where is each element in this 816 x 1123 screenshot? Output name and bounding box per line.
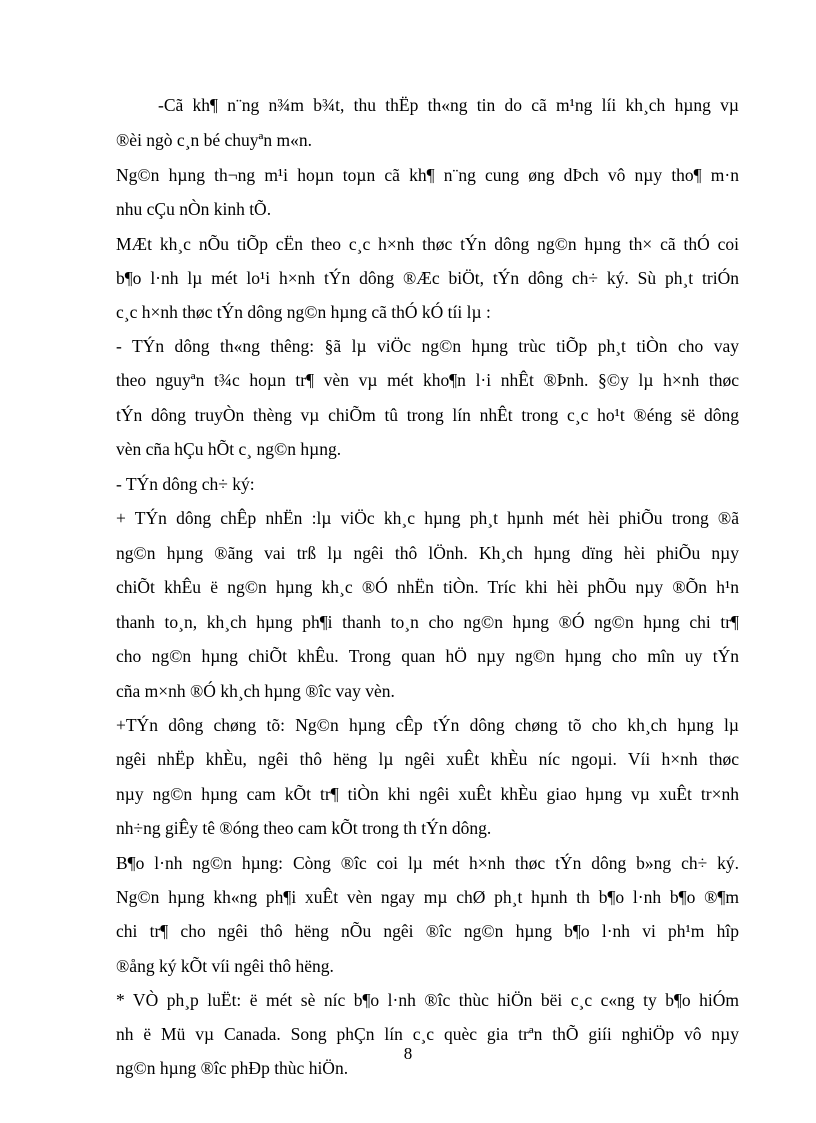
text-line: + TÝn dông chÊp nhËn :lµ viÖc kh¸c hµng ph¸t hµnh mét hèi phiÕu trong ®ã — [116, 508, 739, 528]
text-line: * VÒ ph¸p luËt: ë mét sè níc b¶o l·nh ®îc thùc hiÖn bëi c¸c c«ng ty b¶o hiÓm — [116, 990, 739, 1010]
text-line: nµy ng©n hµng cam kÕt tr¶ tiÒn khi ngêi xuÊt khÈu giao hµng vµ xuÊt tr×nh — [116, 784, 739, 804]
text-line: Ng©n hµng kh«ng ph¶i xuÊt vèn ngay mµ chØ ph¸t hµnh th b¶o l·nh b¶o ®¶m — [116, 887, 739, 907]
text-line: - TÝn dông th«ng thêng: §ã lµ viÖc ng©n hµng trùc tiÕp ph¸t tiÒn cho vay — [116, 336, 739, 356]
text-line: nh÷ng giÊy tê ®óng theo cam kÕt trong th tÝn dông. — [116, 818, 492, 838]
text-line: chiÕt khÊu ë ng©n hµng kh¸c ®Ó nhËn tiÒn. Tríc khi hèi phÕu nµy ®Õn h¹n — [116, 577, 739, 597]
text-line: ®èi ngò c¸n bé chuyªn m«n. — [116, 130, 312, 150]
text-line: tÝn dông truyÒn thèng vµ chiÕm tû trong lín nhÊt trong c¸c ho¹t ®éng së dông — [116, 405, 739, 425]
text-line: - TÝn dông ch÷ ký: — [116, 474, 255, 494]
text-line: ng©n hµng ®ãng vai trß lµ ngêi thô lÖnh. Kh¸ch hµng dïng hèi phiÕu nµy — [116, 543, 739, 563]
text-line: nh ë Mü vµ Canada. Song phÇn lín c¸c quèc gia trªn thÕ giíi nghiÖp vô nµy — [116, 1024, 739, 1044]
text-line: Ng©n hµng th¬ng m¹i hoµn toµn cã kh¶ n¨ng cung øng dÞch vô nµy tho¶ m·n — [116, 165, 739, 185]
text-line: nhu cÇu nÒn kinh tÕ. — [116, 199, 272, 219]
text-line: ng©n hµng ®îc phÐp thùc hiÖn. — [116, 1058, 349, 1078]
text-line: MÆt kh¸c nÕu tiÕp cËn theo c¸c h×nh thøc tÝn dông ng©n hµng th× cã thÓ coi — [116, 234, 739, 254]
text-line: cña m×nh ®Ó kh¸ch hµng ®îc vay vèn. — [116, 681, 395, 701]
text-line: ngêi nhËp khÈu, ngêi thô hëng lµ ngêi xuÊt khÈu níc ngoµi. Víi h×nh thøc — [116, 749, 739, 769]
text-line: B¶o l·nh ng©n hµng: Còng ®îc coi lµ mét h×nh thøc tÝn dông b»ng ch÷ ký. — [116, 853, 739, 873]
text-line: cho ng©n hµng chiÕt khÊu. Trong quan hÖ nµy ng©n hµng cho mîn uy tÝn — [116, 646, 739, 666]
text-line: c¸c h×nh thøc tÝn dông ng©n hµng cã thÓ kÓ tíi lµ : — [116, 302, 491, 322]
text-line: theo nguyªn t¾c hoµn tr¶ vèn vµ mét kho¶n l·i nhÊt ®Þnh. §©y lµ h×nh thøc — [116, 370, 739, 390]
text-line: vèn cña hÇu hÕt c¸ ng©n hµng. — [116, 439, 342, 459]
text-line: chi tr¶ cho ngêi thô hëng nÕu ngêi ®îc ng©n hµng b¶o l·nh vi ph¹m hîp — [116, 921, 739, 941]
text-line: thanh to¸n, kh¸ch hµng ph¶i thanh to¸n cho ng©n hµng ®Ó ng©n hµng chi tr¶ — [116, 612, 739, 632]
page-number: 8 — [403, 1044, 413, 1063]
text-line: ®ång ký kÕt víi ngêi thô hëng. — [116, 956, 334, 976]
text-line: +TÝn dông chøng tõ: Ng©n hµng cÊp tÝn dông chøng tõ cho kh¸ch hµng lµ — [116, 715, 739, 735]
text-line: -Cã kh¶ n¨ng n¾m b¾t, thu thËp th«ng tin do cã m¹ng líi kh¸ch hµng vµ — [158, 95, 739, 115]
text-line: b¶o l·nh lµ mét lo¹i h×nh tÝn dông ®Æc biÖt, tÝn dông ch÷ ký. Sù ph¸t triÓn — [116, 268, 739, 288]
